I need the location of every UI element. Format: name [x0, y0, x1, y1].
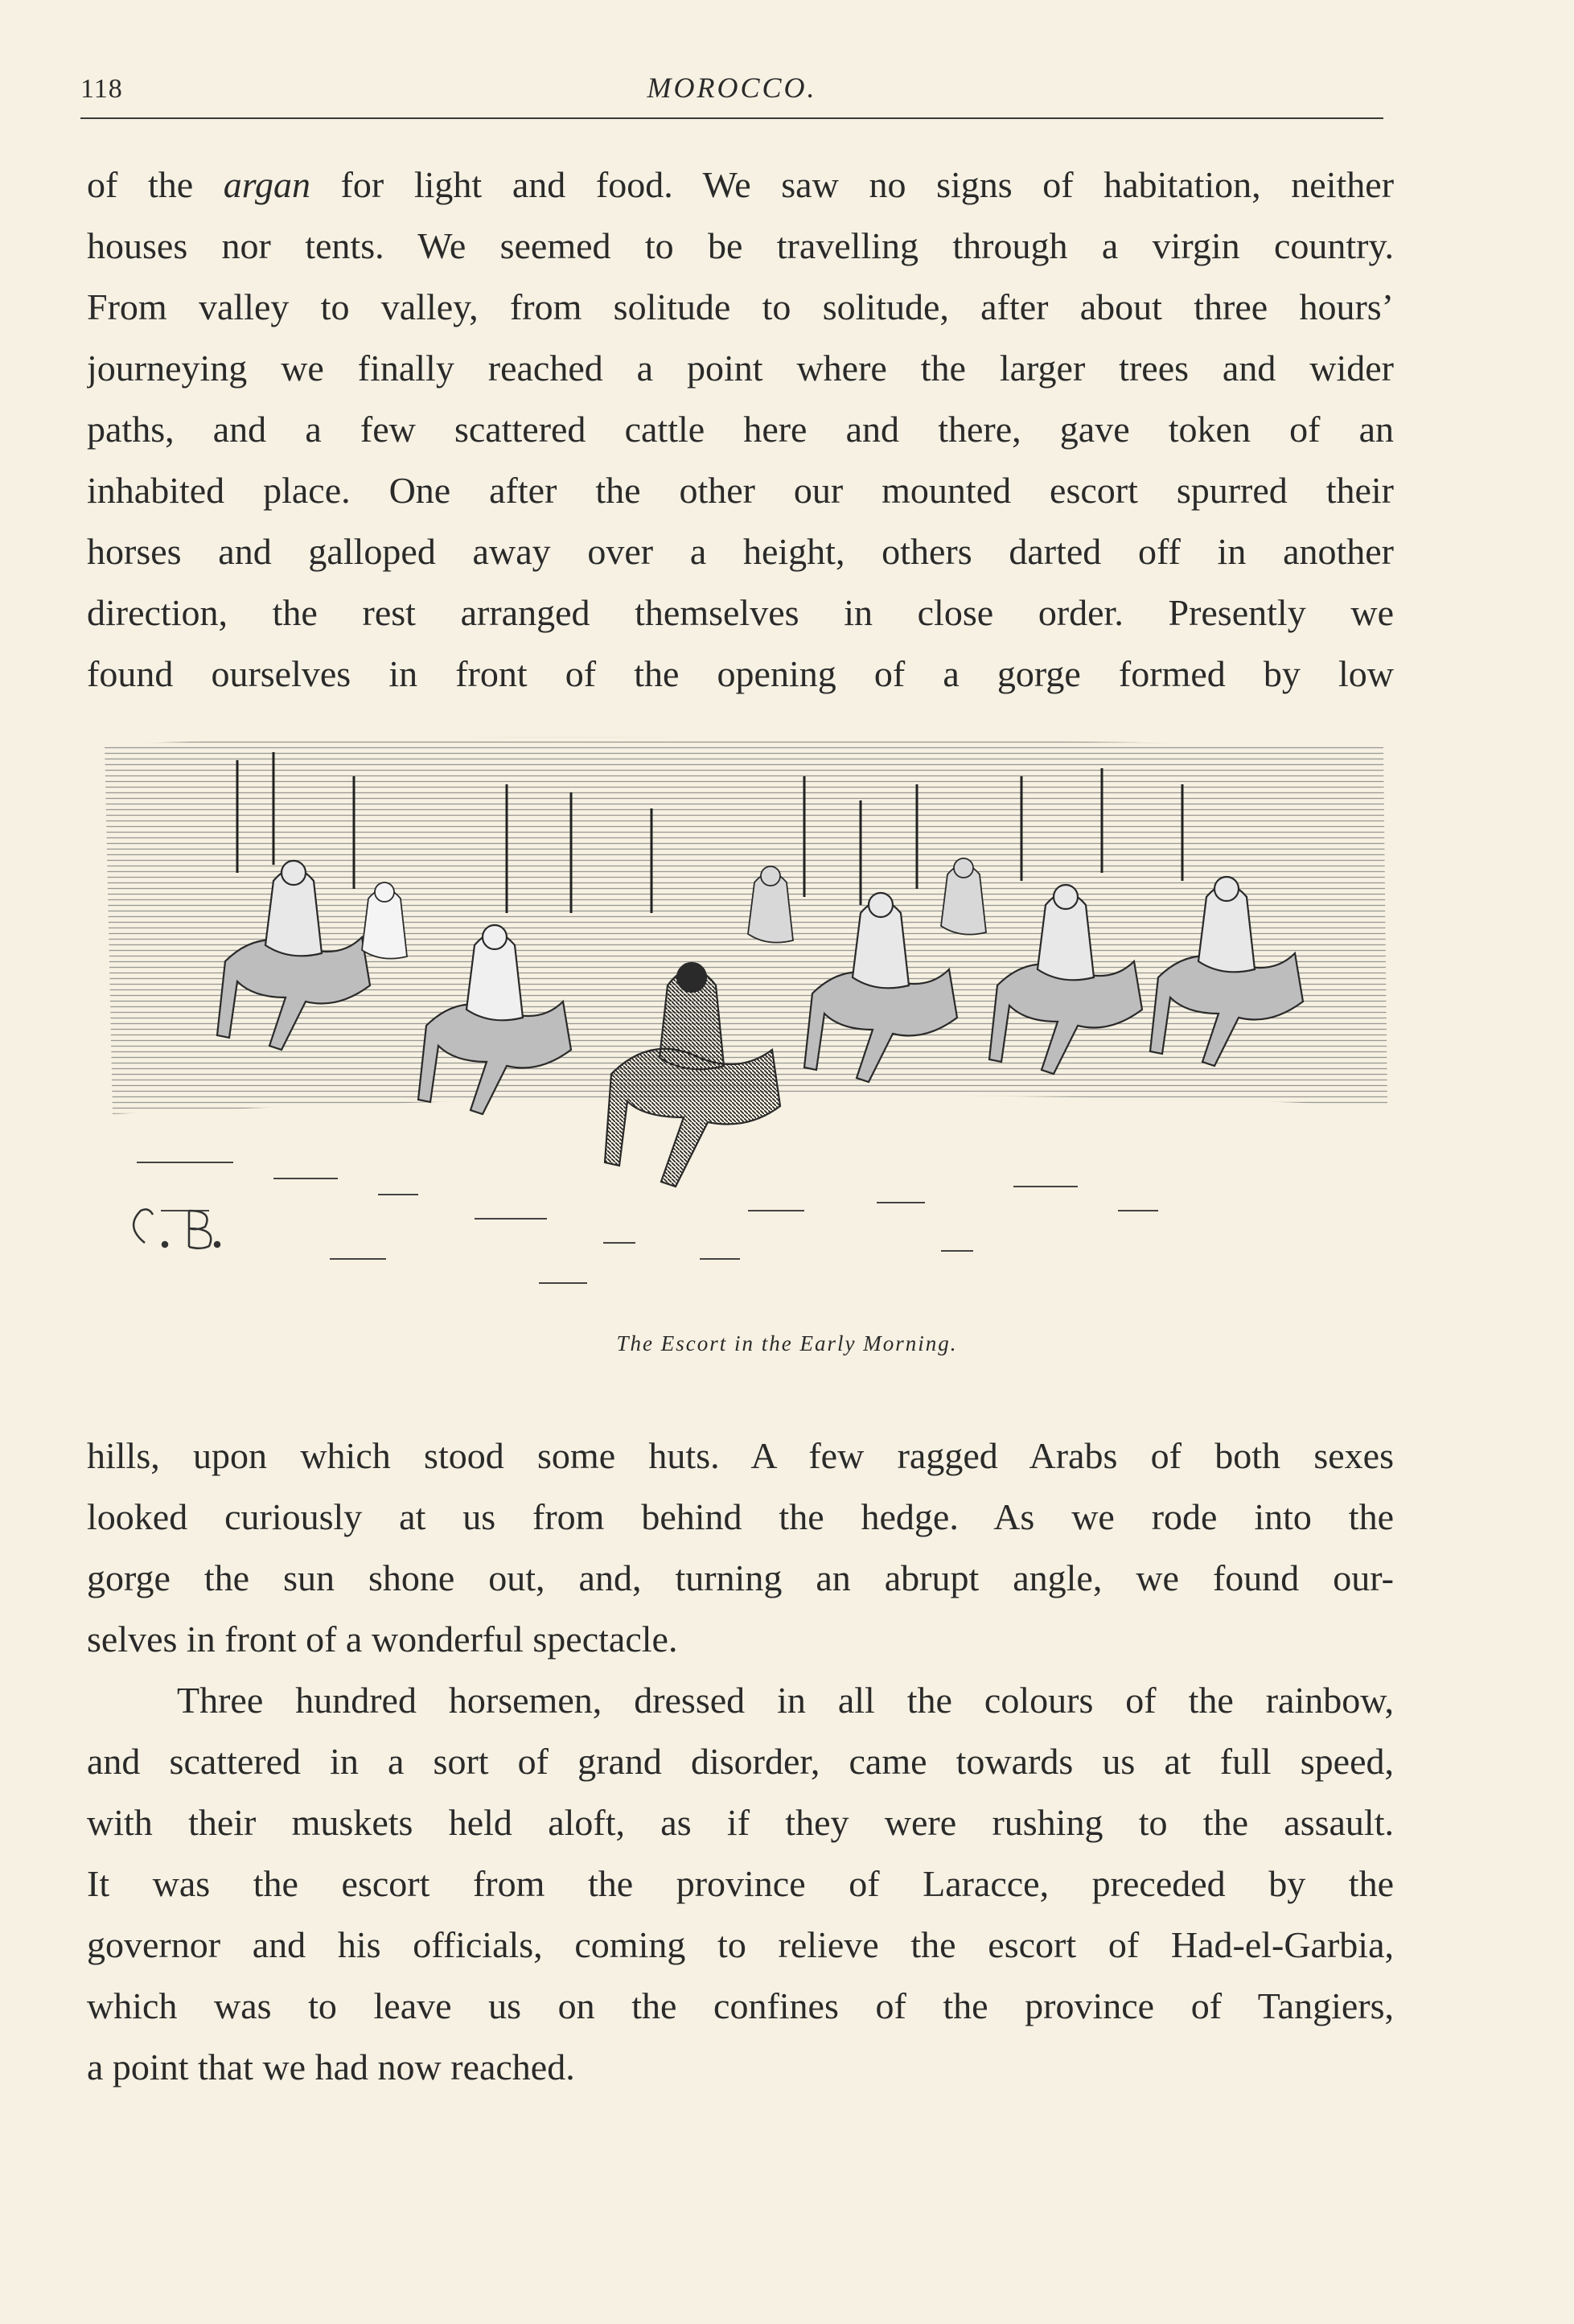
- engraving-illustration: [88, 728, 1395, 1291]
- text-line: gorge the sun shone out, and, turning an abrupt angle, we found our-: [87, 1557, 1394, 1598]
- text-line: direction, the rest arranged themselves in close order. Presently we: [87, 592, 1394, 633]
- text-line: looked curiously at us from behind the hedge. As we rode into the: [87, 1496, 1394, 1537]
- text-segment: of the: [87, 164, 224, 205]
- italic-word: argan: [223, 164, 310, 205]
- text-line: which was to leave us on the confines of the province of Tangiers,: [87, 1985, 1394, 2026]
- text-line: found ourselves in front of the opening of a gorge formed by low: [87, 653, 1394, 694]
- text-line: paths, and a few scattered cattle here and there, gave token of an: [87, 409, 1394, 450]
- text-line: It was the escort from the province of Laracce, preceded by the: [87, 1863, 1394, 1904]
- header-rule: [80, 117, 1383, 119]
- paragraph-2: [87, 1425, 1394, 2098]
- artist-signature: [134, 1209, 220, 1248]
- text-line: inhabited place. One after the other our mounted escort spurred their: [87, 470, 1394, 511]
- text-line: houses nor tents. We seemed to be travelling through a virgin country.: [87, 225, 1394, 266]
- page-number: 118: [80, 74, 123, 104]
- paragraph-1: [87, 154, 1394, 705]
- figure-caption: The Escort in the Early Morning.: [616, 1331, 958, 1355]
- text-line: horses and galloped away over a height, others darted off in another: [87, 531, 1394, 572]
- text-line: hills, upon which stood some huts. A few ragged Arabs of both sexes: [87, 1435, 1394, 1476]
- text-line: journeying we finally reached a point where the larger trees and wider: [87, 348, 1394, 389]
- running-head: [80, 63, 1383, 111]
- text-line: [87, 154, 1394, 216]
- text-line: From valley to valley, from solitude to solitude, after about three hours’: [87, 286, 1394, 327]
- running-title: MOROCCO.: [647, 72, 817, 104]
- text-line: selves in front of a wonderful spectacle.: [87, 1619, 678, 1660]
- text-line: Three hundred horsemen, dressed in all the colours of the rainbow,: [177, 1680, 1394, 1721]
- text-segment: for light and food. We saw no signs of habitation, neither: [310, 164, 1394, 205]
- text-line: a point that we had now reached.: [87, 2046, 575, 2087]
- text-line: with their muskets held aloft, as if they were rushing to the assault.: [87, 1802, 1394, 1843]
- engraving-drawing: [88, 728, 1395, 1291]
- text-line: governor and his officials, coming to relieve the escort of Had-el-Garbia,: [87, 1924, 1394, 1965]
- text-line: and scattered in a sort of grand disorder, came towards us at full speed,: [87, 1741, 1394, 1782]
